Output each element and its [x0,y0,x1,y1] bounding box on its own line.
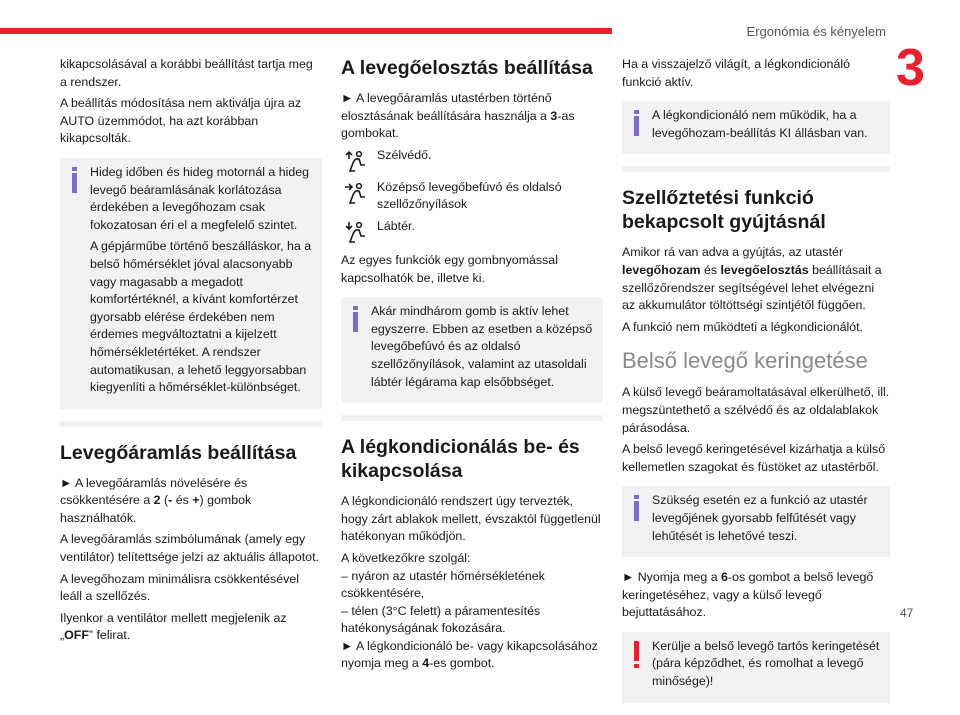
info-icon [630,110,646,138]
column-left [60,56,322,649]
note-text: Szükség esetén ez a funkció az utastér levegőjének gyorsabb felfűtését vagy lehűtését is lehetővé teszi. [652,493,868,543]
paragraph: – télen (3°C felett) a páramentesítés hatékonyságának fokozására. [341,603,541,636]
note-text: Hideg időben és hideg motornál a hideg levegő beáramlásának korlátozása érdekében a levegőhozam csak fokozatosan éri el a megfelelő szintet. [90,164,310,232]
paragraph: A funkció nem működteti a légkondicionálót. [622,319,864,334]
paragraph: ► A levegőáramlás növelésére és csökkentésére a 2 (- és +) gombok használhatók. [60,475,252,525]
paragraph: kikapcsolásával a korábbi beállítást tartja meg a rendszer. [60,57,313,89]
info-note [622,101,890,154]
paragraph: Ha a visszajelző világít, a légkondicionáló funkció aktív. [622,57,850,89]
note-text: A légkondicionáló nem működik, ha a levegőhozam-beállítás KI állásban van. [652,108,868,140]
section-title: Ergonómia és kényelem [746,24,886,39]
info-note [622,486,890,557]
column-right [622,56,890,715]
section-divider [341,415,603,421]
warning-icon [630,641,646,669]
option-label: Középső levegőbefúvó és oldalsó szellőzőnyílások [377,179,562,212]
section-divider [60,421,322,427]
option-face-vents [341,179,603,214]
heading-recirculation: Belső levegő keringetése [622,348,868,374]
face-vents-airflow-icon [343,181,369,207]
paragraph: – nyáron az utastér hőmérsékletének csökkentésére, [341,568,545,601]
paragraph: A belső levegő keringetésével kizárhatja a külső kellemetlen szagokat és füstöket az utastérből. [622,442,886,474]
heading-airflow: Levegőáramlás beállítása [60,441,297,464]
note-text: Kerülje a belső levegő tartós keringetését (pára képződhet, és romolhat a levegő minősége)! [652,638,880,689]
footwell-airflow-icon [343,220,369,246]
paragraph: Ilyenkor a ventilátor mellett megjelenik az „OFF” felirat. [60,610,287,643]
info-icon [630,495,646,523]
note-text: A gépjárműbe történő beszálláskor, ha a belső hőmérséklet jóval alacsonyabb vagy magasabb a megadott komfortértéknél, a kívánt komfortérzet gyorsabb elérése érdekében nem érdemes megváltoztatni a kijelzett hőmérsékletértéket. A rendszer automatikusan, a lehető leggyorsabban kiegyenlíti a hőmérséklet-különbséget. [90,239,312,395]
chapter-number: 3 [896,39,925,97]
option-windscreen [341,147,603,175]
paragraph: ► Nyomja meg a 6-os gombot a belső levegő keringetéséhez, vagy a külső levegő bejuttatásához. [622,570,874,620]
info-icon [68,167,84,195]
paragraph: A levegőhozam minimálisra csökkentésével leáll a szellőzés. [60,571,299,604]
note-text: Akár mindhárom gomb is aktív lehet egyszerre. Ebben az esetben a középső levegőbefúvó és az oldalsó szellőzőnyílások, valamint az utasoldali lábtér légárama kap elsőbbséget. [371,304,593,389]
windscreen-airflow-icon [343,149,369,175]
info-note [341,297,603,403]
section-divider [622,166,890,172]
heading-ventilation: Szellőztetési funkció bekapcsolt gyújtásnál [622,187,826,234]
option-footwell [341,218,603,246]
paragraph: A légkondicionáló rendszert úgy tervezték, hogy zárt ablakok mellett, évszaktól függetlenül hatékonyan működjön. [341,494,601,544]
paragraph: A levegőáramlás szimbólumának (amely egy ventilátor) telítettsége jelzi az aktuális állapotot. [60,532,319,565]
info-note [60,158,322,409]
paragraph: ► A légkondicionáló be- vagy kikapcsolásához nyomja meg a 4-es gombot. [341,638,598,671]
heading-air-conditioning: A légkondicionálás be- és kikapcsolása [341,436,580,483]
paragraph: A beállítás módosítása nem aktiválja újra az AUTO üzemmódot, ha azt korábban kikapcsolták. [60,96,302,146]
option-label: Lábtér. [377,218,415,233]
warning-note [622,632,890,703]
paragraph: A következőkre szolgál: [341,550,471,565]
header-accent-bar [0,28,612,34]
paragraph: Amikor rá van adva a gyújtás, az utastér levegőhozam és levegőelosztás beállításait a szellőzőrendszer segítségével lehet elvégezni az akkumulátor töltöttségi szintjétől függően. [622,245,882,313]
paragraph: A külső levegő beáramoltatásával elkerülhető, ill. megszüntethető a szélvédő és az oldalablakok párásodása. [622,385,890,435]
heading-distribution: A levegőelosztás beállítása [341,57,593,79]
paragraph: Az egyes funkciók egy gombnyomással kapcsolhatók be, illetve ki. [341,252,558,285]
info-icon [349,306,365,334]
page-number: 47 [900,606,914,620]
paragraph: ► A levegőáramlás utastérben történő elosztásának beállítására használja a 3-as gombokat. [341,91,575,141]
option-label: Szélvédő. [377,147,432,162]
column-middle [341,56,603,677]
